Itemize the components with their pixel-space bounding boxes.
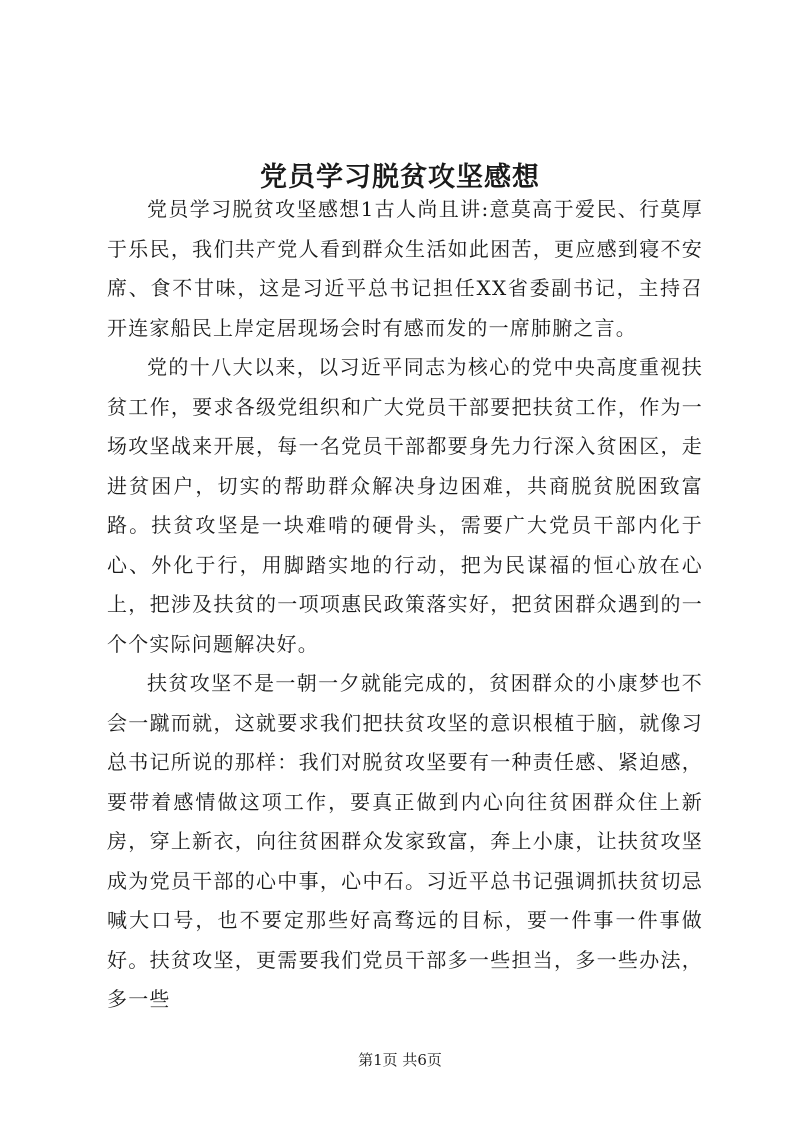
document-body: [107, 190, 703, 1020]
paragraph-3: 扶贫攻坚不是一朝一夕就能完成的，贫困群众的小康梦也不会一蹴而就，这就要求我们把扶贫攻坚的意识根植于脑，就像习总书记所说的那样：我们对脱贫攻坚要有一种责任感、紧迫感，要带着感情做这项工作，要真正做到内心向往贫困群众住上新房，穿上新衣，向往贫困群众发家致富，奔上小康，让扶贫攻坚成为党员干部的心中事，心中石。习近平总书记强调抓扶贫切忌喊大口号，也不要定那些好高骛远的目标，要一件事一件事做好。扶贫攻坚，更需要我们党员干部多一些担当，多一些办法，多一些: [107, 671, 703, 1011]
paragraph-2: 党的十八大以来，以习近平同志为核心的党中央高度重视扶贫工作，要求各级党组织和广大党员干部要把扶贫工作，作为一场攻坚战来开展，每一名党员干部都要身先力行深入贫困区，走进贫困户，切实的帮助群众解决身边困难，共商脱贫脱困致富路。扶贫攻坚是一块难啃的硬骨头，需要广大党员干部内化于心、外化于行，用脚踏实地的行动，把为民谋福的恒心放在心上，把涉及扶贫的一项项惠民政策落实好，把贫困群众遇到的一个个实际问题解决好。: [107, 355, 703, 656]
page-number-footer: 第1页 共6页: [358, 1051, 442, 1069]
paragraph-1: 党员学习脱贫攻坚感想1古人尚且讲:意莫高于爱民、行莫厚于乐民，我们共产党人看到群众生活如此困苦，更应感到寝不安席、食不甘味，这是习近平总书记担任XX省委副书记，主持召开连家船民上岸定居现场会时有感而发的一席肺腑之言。: [107, 197, 703, 340]
document-title: 党员学习脱贫攻坚感想: [260, 162, 540, 194]
